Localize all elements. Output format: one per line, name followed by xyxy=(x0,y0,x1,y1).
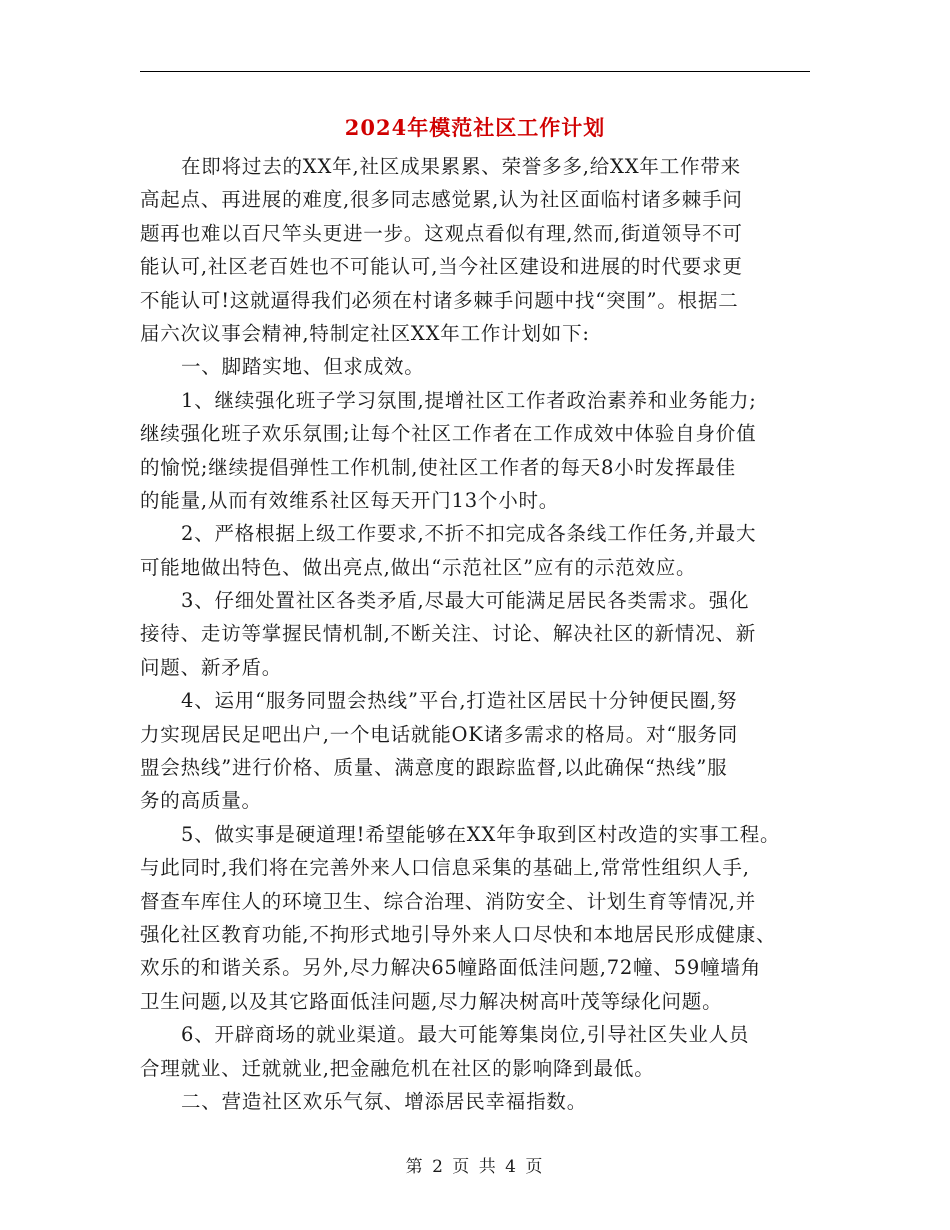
text-line: 与此同时,我们将在完善外来人口信息采集的基础上,常常性组织人手, xyxy=(140,856,750,880)
text-line: 卫生问题,以及其它路面低洼问题,尽力解决树高叶茂等绿化问题。 xyxy=(140,989,723,1013)
text-line: 问题、新矛盾。 xyxy=(140,655,283,679)
text-line: 继续强化班子欢乐氛围;让每个社区工作者在工作成效中体验自身价值 xyxy=(140,422,757,446)
text-line: 的能量,从而有效维系社区每天开门13个小时。 xyxy=(140,488,560,512)
paragraph xyxy=(140,1018,822,1085)
text-line: 督查车库住人的环境卫生、综合治理、消防安全、计划生育等情况,并 xyxy=(140,889,756,913)
paragraph xyxy=(140,584,822,684)
text-line: 强化社区教育功能,不拘形式地引导外来人口尽快和本地居民形成健康、 xyxy=(140,922,777,946)
text-line: 一、脚踏实地、但求成效。 xyxy=(181,355,425,379)
text-line: 务的高质量。 xyxy=(140,789,262,813)
text-line: 能认可,社区老百姓也不可能认可,当今社区建设和进展的时代要求更 xyxy=(140,255,743,279)
paragraph xyxy=(140,818,822,1018)
text-line: 可能地做出特色、做出亮点,做出“示范社区”应有的示范效应。 xyxy=(140,555,697,579)
paragraph xyxy=(140,350,822,383)
paragraph xyxy=(140,150,822,350)
text-line: 5、做实事是硬道理!希望能够在XX年争取到区村改造的实事工程。 xyxy=(181,822,781,846)
text-line: 1、继续强化班子学习氛围,提增社区工作者政治素养和业务能力; xyxy=(181,388,757,412)
text-line: 欢乐的和谐关系。另外,尽力解决65幢路面低洼问题,72幢、59幢墙角 xyxy=(140,956,762,980)
text-line: 在即将过去的XX年,社区成果累累、荣誉多多,给XX年工作带来 xyxy=(181,155,741,178)
paragraph xyxy=(140,384,822,518)
text-line: 不能认可!这就逼得我们必须在村诸多棘手问题中找“突围”。根据二 xyxy=(140,288,739,312)
text-line: 题再也难以百尺竿头更进一步。这观点看似有理,然而,街道领导不可 xyxy=(140,221,743,245)
text-line: 高起点、再进展的难度,很多同志感觉累,认为社区面临村诸多棘手问 xyxy=(140,188,743,212)
text-line: 届六次议事会精神,特制定社区XX年工作计划如下: xyxy=(140,321,590,345)
document-title: 2024年模范社区工作计划 xyxy=(344,115,606,140)
text-line: 6、开辟商场的就业渠道。最大可能筹集岗位,引导社区失业人员 xyxy=(181,1023,750,1047)
header-rule xyxy=(140,71,810,72)
text-line: 盟会热线”进行价格、质量、满意度的跟踪监督,以此确保“热线”服 xyxy=(140,756,728,780)
text-line: 合理就业、迁就就业,把金融危机在社区的影响降到最低。 xyxy=(140,1056,655,1080)
paragraph xyxy=(140,684,822,818)
text-line: 的愉悦;继续提倡弹性工作机制,使社区工作者的每天8小时发挥最佳 xyxy=(140,455,736,479)
paragraph xyxy=(140,1085,822,1118)
text-line: 二、营造社区欢乐气氛、增添居民幸福指数。 xyxy=(181,1089,588,1113)
paragraph xyxy=(140,517,822,584)
page-footer: 第 2 页 共 4 页 xyxy=(405,1157,545,1177)
text-line: 接待、走访等掌握民情机制,不断关注、讨论、解决社区的新情况、新 xyxy=(140,622,756,646)
text-line: 4、运用“服务同盟会热线”平台,打造社区居民十分钟便民圈,努 xyxy=(181,689,738,713)
text-line: 力实现居民足吧出户,一个电话就能OK诸多需求的格局。对“服务同 xyxy=(140,722,739,746)
text-line: 2、严格根据上级工作要求,不折不扣完成各条线工作任务,并最大 xyxy=(181,522,757,546)
document-body xyxy=(140,150,822,1118)
text-line: 3、仔细处置社区各类矛盾,尽最大可能满足居民各类需求。强化 xyxy=(181,589,750,613)
